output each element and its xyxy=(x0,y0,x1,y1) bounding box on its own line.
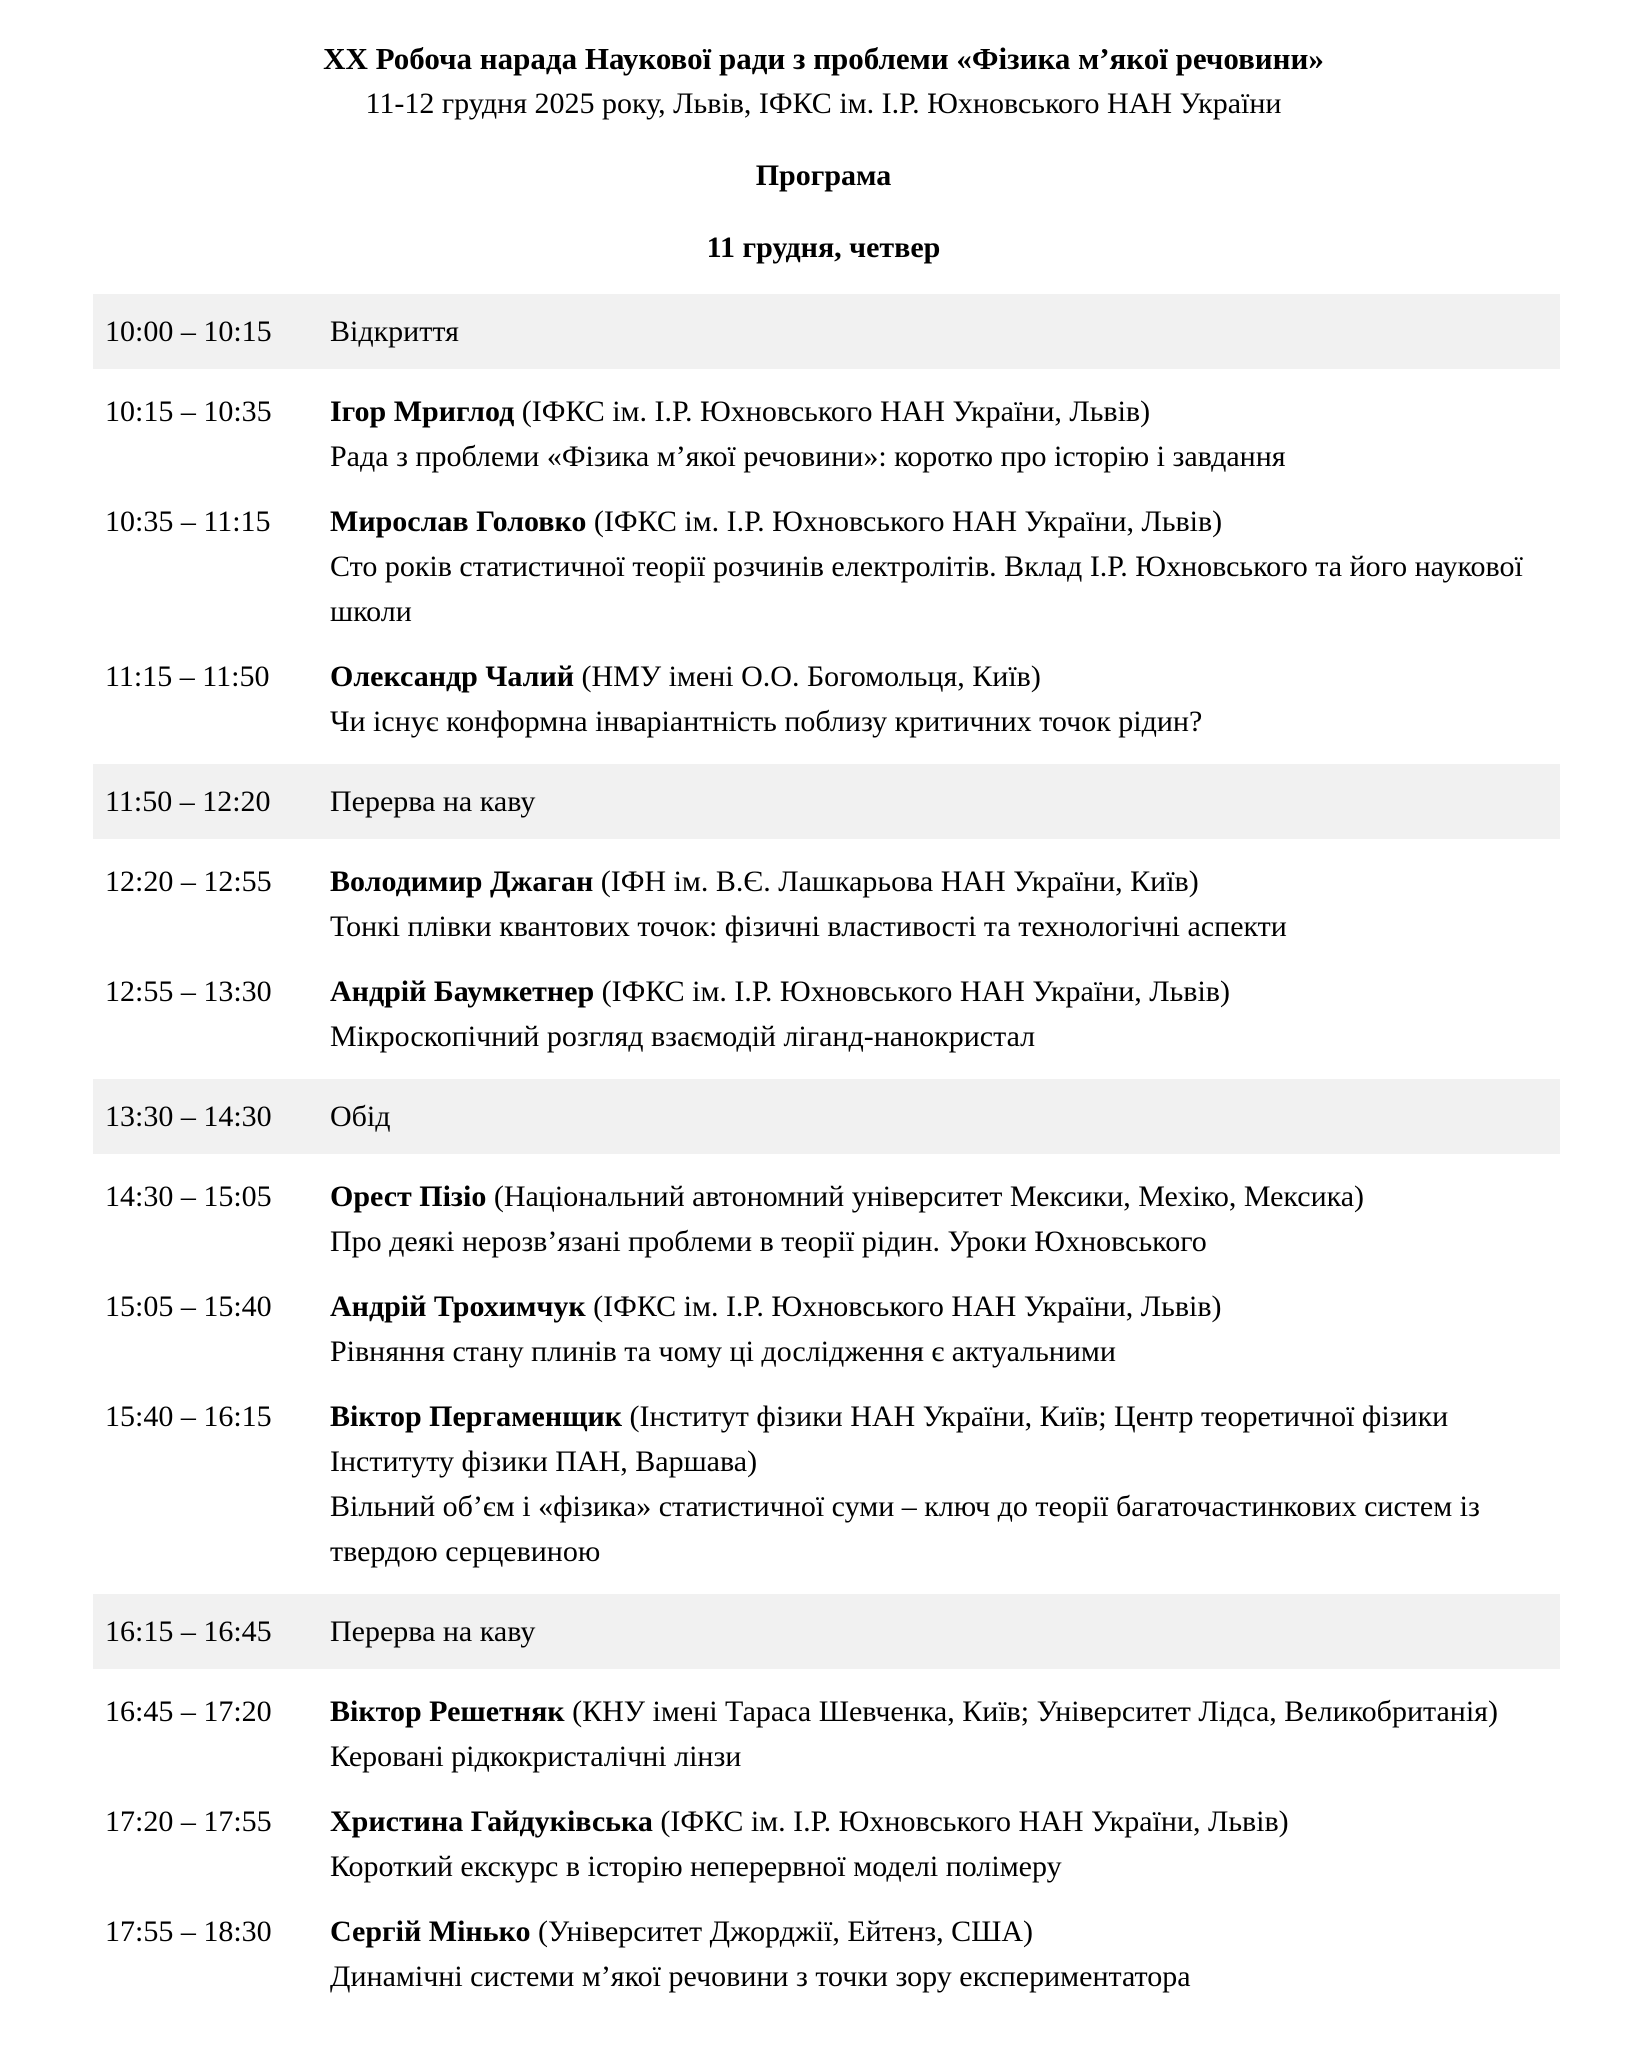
schedule-row-talk xyxy=(93,499,1560,634)
schedule-row-talk xyxy=(93,654,1560,744)
time-label: 16:45 – 17:20 xyxy=(105,1695,272,1728)
talk-title: Сто років статистичної теорії розчинів електролітів. Вклад І.Р. Юхновського та його наукової школи xyxy=(330,550,1523,628)
talk-entry xyxy=(330,1909,1560,1999)
talk-entry xyxy=(330,1689,1560,1779)
speaker-affiliation: (ІФН ім. В.Є. Лашкарьова НАН України, Київ) xyxy=(600,865,1199,898)
speaker-affiliation: (Університет Джорджії, Ейтенз, США) xyxy=(537,1915,1034,1948)
speaker-line xyxy=(330,1174,1560,1219)
schedule-row-talk xyxy=(93,859,1560,949)
break-label: Перерва на каву xyxy=(330,785,536,818)
speaker-name: Христина Гайдуківська xyxy=(330,1805,653,1838)
speaker-affiliation: (ІФКС ім. І.Р. Юхновського НАН України, Львів) xyxy=(521,395,1151,428)
speaker-affiliation: (ІФКС ім. І.Р. Юхновського НАН України, Львів) xyxy=(601,975,1230,1008)
talk-title: Мікроскопічний розгляд взаємодій ліганд-нанокристал xyxy=(330,1020,1036,1053)
talk-title: Рівняння стану плинів та чому ці дослідження є актуальними xyxy=(330,1335,1116,1368)
talk-entry xyxy=(330,1799,1560,1889)
talk-title: Вільний об’єм і «фізика» статистичної суми – ключ до теорії багаточастинкових систем із твердою серцевиною xyxy=(330,1490,1480,1568)
speaker-affiliation: (ІФКС ім. І.Р. Юхновського НАН України, Львів) xyxy=(660,1805,1289,1838)
talk-entry xyxy=(330,1174,1560,1264)
schedule-row-talk xyxy=(93,969,1560,1059)
talk-entry xyxy=(330,389,1560,479)
speaker-line xyxy=(330,859,1560,904)
speaker-name: Орест Пізіо xyxy=(330,1180,487,1213)
time-label: 13:30 – 14:30 xyxy=(105,1100,272,1133)
talk-title: Динамічні системи м’якої речовини з точки зору експериментатора xyxy=(330,1960,1191,1993)
time-label: 16:15 – 16:45 xyxy=(105,1615,272,1648)
time-label: 14:30 – 15:05 xyxy=(105,1180,272,1213)
talk-entry xyxy=(330,1284,1560,1374)
schedule-row-lunch xyxy=(93,1079,1560,1154)
schedule-row-talk xyxy=(93,1689,1560,1779)
speaker-affiliation: (ІФКС ім. І.Р. Юхновського НАН України, Львів) xyxy=(593,1290,1222,1323)
talk-entry xyxy=(330,654,1560,744)
speaker-line xyxy=(330,1284,1560,1329)
talk-entry xyxy=(330,499,1560,634)
day-heading: 11 грудня, четвер xyxy=(706,231,941,264)
speaker-line xyxy=(330,1689,1560,1734)
talk-title: Короткий екскурс в історію неперервної моделі полімеру xyxy=(330,1850,1062,1883)
time-label: 10:15 – 10:35 xyxy=(105,395,272,428)
schedule-row-talk xyxy=(93,1394,1560,1574)
talk-title: Керовані рідкокристалічні лінзи xyxy=(330,1740,742,1773)
time-label: 10:00 – 10:15 xyxy=(105,315,272,348)
speaker-affiliation: (Інститут фізики НАН України, Київ; Центр теоретичної фізики Інституту фізики ПАН, Варшава) xyxy=(330,1400,1449,1478)
speaker-name: Андрій Баумкетнер xyxy=(330,975,595,1008)
speaker-affiliation: (НМУ імені О.О. Богомольця, Київ) xyxy=(581,660,1041,693)
schedule-row-talk xyxy=(93,389,1560,479)
time-label: 11:15 – 11:50 xyxy=(105,660,270,693)
speaker-line xyxy=(330,499,1560,544)
talk-title: Тонкі плівки квантових точок: фізичні властивості та технологічні аспекти xyxy=(330,910,1287,943)
speaker-name: Ігор Мриглод xyxy=(330,395,515,428)
time-label: 10:35 – 11:15 xyxy=(105,505,271,538)
time-label: 17:55 – 18:30 xyxy=(105,1915,272,1948)
speaker-name: Олександр Чалий xyxy=(330,660,575,693)
talk-title: Про деякі нерозв’язані проблеми в теорії рідин. Уроки Юхновського xyxy=(330,1225,1207,1258)
speaker-affiliation: (КНУ імені Тараса Шевченка, Київ; Університет Лідса, Великобританія) xyxy=(572,1695,1498,1728)
speaker-affiliation: (Національний автономний університет Мексики, Мехіко, Мексика) xyxy=(493,1180,1365,1213)
talk-entry xyxy=(330,1394,1560,1574)
speaker-name: Мирослав Головко xyxy=(330,505,587,538)
break-label: Обід xyxy=(330,1100,391,1133)
speaker-line xyxy=(330,1394,1560,1484)
talk-entry xyxy=(330,969,1560,1059)
schedule-row-talk xyxy=(93,1284,1560,1374)
page-title: ХХ Робоча нарада Наукової ради з проблеми «Фізика м’якої речовини» xyxy=(323,41,1324,76)
speaker-affiliation: (ІФКС ім. І.Р. Юхновського НАН України, Львів) xyxy=(593,505,1223,538)
break-label: Відкриття xyxy=(330,315,459,348)
schedule-row-talk xyxy=(93,1799,1560,1889)
speaker-name: Сергій Мінько xyxy=(330,1915,531,1948)
schedule-row-coffee-break xyxy=(93,764,1560,839)
speaker-name: Андрій Трохимчук xyxy=(330,1290,586,1323)
talk-entry xyxy=(330,859,1560,949)
page-header xyxy=(0,36,1647,270)
speaker-name: Віктор Пергаменщик xyxy=(330,1400,623,1433)
time-label: 12:55 – 13:30 xyxy=(105,975,272,1008)
speaker-name: Володимир Джаган xyxy=(330,865,594,898)
speaker-line xyxy=(330,389,1560,434)
speaker-line xyxy=(330,654,1560,699)
break-label: Перерва на каву xyxy=(330,1615,536,1648)
schedule-row-talk xyxy=(93,1909,1560,1999)
schedule-row-coffee-break xyxy=(93,1594,1560,1669)
time-label: 12:20 – 12:55 xyxy=(105,865,272,898)
time-label: 11:50 – 12:20 xyxy=(105,785,271,818)
schedule xyxy=(93,294,1560,1999)
page-subtitle: 11-12 грудня 2025 року, Львів, ІФКС ім. І.Р. Юхновського НАН України xyxy=(365,87,1282,120)
talk-title: Чи існує конформна інваріантність поблизу критичних точок рідин? xyxy=(330,705,1203,738)
program-heading: Програма xyxy=(755,159,892,192)
time-label: 17:20 – 17:55 xyxy=(105,1805,272,1838)
schedule-row-talk xyxy=(93,1174,1560,1264)
talk-title: Рада з проблеми «Фізика м’якої речовини»: коротко про історію і завдання xyxy=(330,440,1286,473)
speaker-line xyxy=(330,969,1560,1014)
schedule-row-opening xyxy=(93,294,1560,369)
speaker-line xyxy=(330,1909,1560,1954)
time-label: 15:05 – 15:40 xyxy=(105,1290,272,1323)
speaker-name: Віктор Решетняк xyxy=(330,1695,565,1728)
time-label: 15:40 – 16:15 xyxy=(105,1400,272,1433)
speaker-line xyxy=(330,1799,1560,1844)
